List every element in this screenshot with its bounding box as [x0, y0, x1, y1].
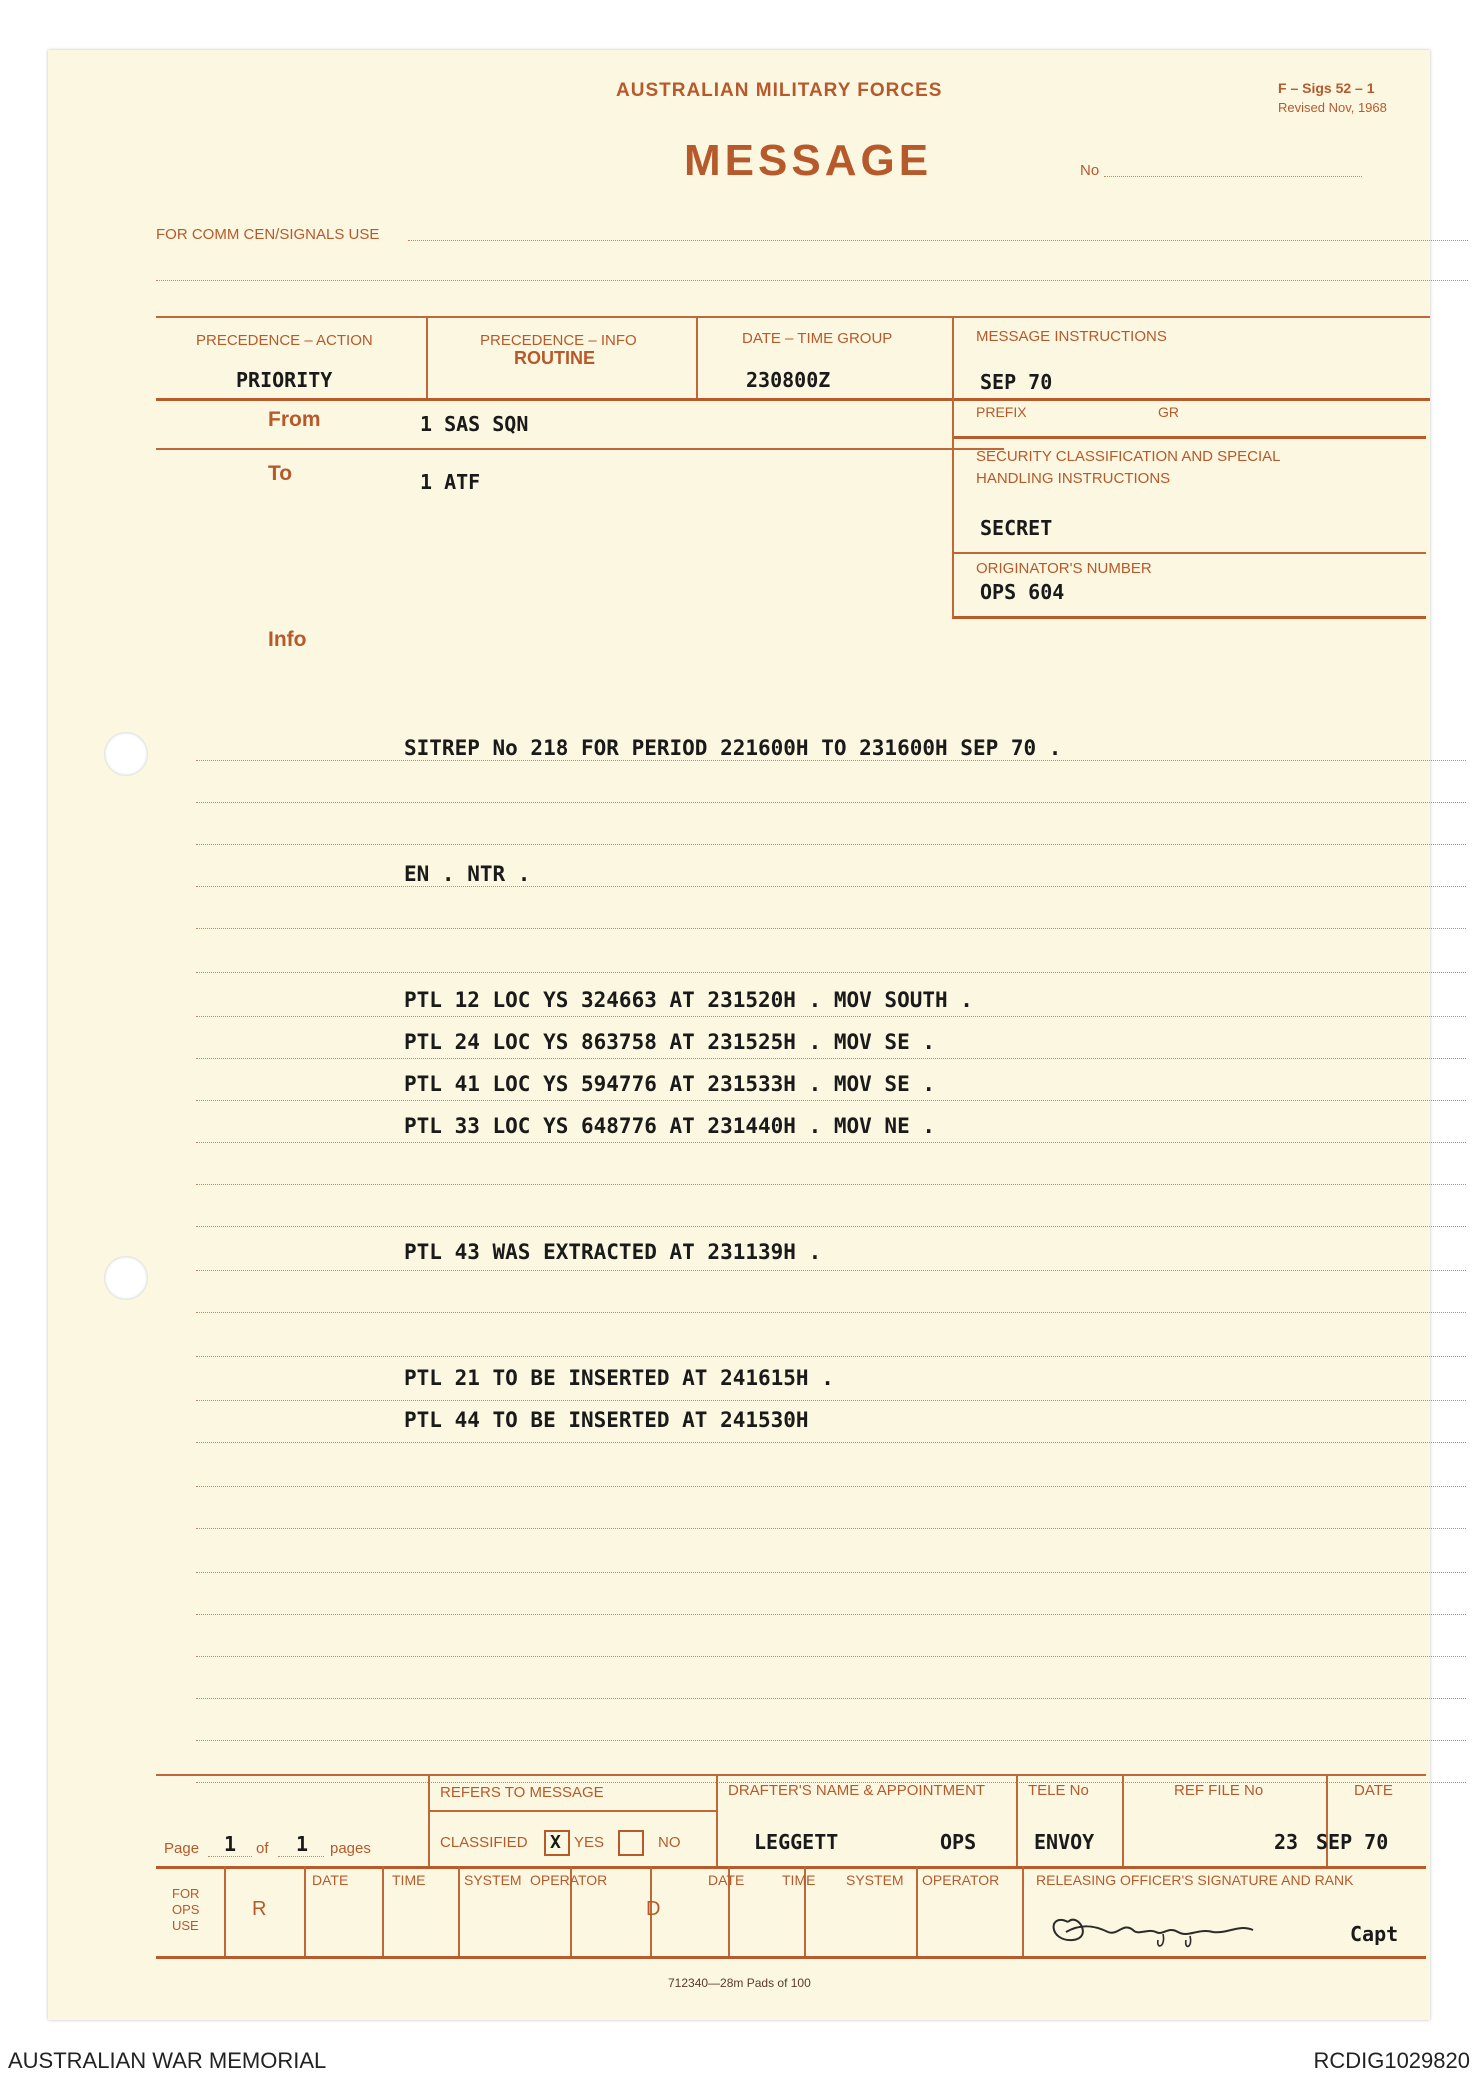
bottom-top-line [156, 1774, 1426, 1776]
no-label: NO [658, 1834, 681, 1851]
body-line-ptl43: PTL 43 WAS EXTRACTED AT 231139H . [404, 1240, 822, 1264]
message-instructions-label: MESSAGE INSTRUCTIONS [976, 328, 1167, 345]
page-total-line [278, 1856, 324, 1857]
from-row-line [156, 448, 1004, 450]
body-line-ptl33: PTL 33 LOC YS 648776 AT 231440H . MOV NE . [404, 1114, 936, 1138]
classified-yes-mark: X [550, 1832, 561, 1853]
body-line-ptl44: PTL 44 TO BE INSERTED AT 241530H [404, 1408, 809, 1432]
ops-col-2 [304, 1866, 306, 1956]
footer-right: RCDIG1029820 [1313, 2048, 1470, 2073]
bottom-col-3 [1016, 1774, 1018, 1866]
officer-rank: Capt [1350, 1922, 1399, 1946]
security-label-1: SECURITY CLASSIFICATION AND SPECIAL [976, 448, 1281, 465]
bottom-end-line [156, 1956, 1426, 1959]
body-line-ptl24: PTL 24 LOC YS 863758 AT 231525H . MOV SE . [404, 1030, 936, 1054]
originator-label: ORIGINATOR'S NUMBER [976, 560, 1152, 577]
grid-col-line-1 [426, 316, 428, 398]
comm-cen-line [408, 240, 1468, 241]
for-ops-use-3: USE [172, 1918, 199, 1933]
grid-col-line-2 [696, 316, 698, 398]
ref-file-label: REF FILE No [1174, 1782, 1264, 1799]
date-label: DATE [1354, 1782, 1393, 1799]
message-no-line [1104, 176, 1362, 177]
footer-left: AUSTRALIAN WAR MEMORIAL [8, 2048, 327, 2073]
refers-row-line [428, 1810, 718, 1812]
message-no-label: No [1080, 162, 1100, 179]
precedence-info-value: ROUTINE [514, 348, 595, 368]
officer-signature [1038, 1892, 1268, 1952]
tele-label: TELE No [1028, 1782, 1089, 1799]
pages-label: pages [330, 1840, 371, 1857]
print-info: 712340—28m Pads of 100 [668, 1976, 811, 1990]
col-operator-1: OPERATOR [530, 1872, 608, 1888]
col-system-1: SYSTEM [464, 1872, 522, 1888]
page-num-line [208, 1856, 252, 1857]
drafter-name: LEGGETT [754, 1830, 839, 1854]
security-label-2: HANDLING INSTRUCTIONS [976, 470, 1171, 487]
col-system-2: SYSTEM [846, 1872, 904, 1888]
page-label: Page [164, 1840, 200, 1857]
comm-cen-line-2 [156, 280, 1468, 281]
revised-date: Revised Nov, 1968 [1278, 100, 1387, 115]
date-value: SEP 70 [1316, 1830, 1389, 1854]
prefix-label: PREFIX [976, 404, 1027, 420]
originator-value: OPS 604 [980, 580, 1065, 604]
refers-label: REFERS TO MESSAGE [440, 1784, 604, 1801]
from-label: From [268, 408, 321, 431]
dtg-value: 230800Z [746, 368, 831, 392]
ops-col-9 [916, 1866, 918, 1956]
body-line-ptl21: PTL 21 TO BE INSERTED AT 241615H . [404, 1366, 834, 1390]
classified-no-checkbox[interactable] [618, 1830, 644, 1856]
d-label: D [646, 1898, 661, 1920]
drafter-appointment: OPS [940, 1830, 977, 1854]
bottom-col-2 [716, 1774, 718, 1866]
security-value: SECRET [980, 516, 1053, 540]
tele-value: ENVOY [1034, 1830, 1095, 1854]
to-value: 1 ATF [420, 470, 481, 494]
ops-col-4 [458, 1866, 460, 1956]
from-value: 1 SAS SQN [420, 412, 529, 436]
precedence-action-value: PRIORITY [236, 368, 333, 392]
comm-cen-label: FOR COMM CEN/SIGNALS USE [156, 226, 380, 243]
ref-file-value: 23 [1274, 1830, 1299, 1854]
message-heading: MESSAGE [684, 136, 933, 185]
punch-hole-top [104, 732, 148, 776]
body-line-sitrep: SITREP No 218 FOR PERIOD 221600H TO 231600H SEP 70 . [404, 736, 1062, 760]
grid-col-line-3 [952, 316, 954, 618]
page-number: 1 [224, 1832, 237, 1856]
grid-divider-line [156, 398, 1430, 401]
drafter-label: DRAFTER'S NAME & APPOINTMENT [728, 1782, 986, 1799]
body-line-ptl12: PTL 12 LOC YS 324663 AT 231520H . MOV SOUTH . [404, 988, 973, 1012]
col-operator-2: OPERATOR [922, 1872, 1000, 1888]
for-ops-use-2: OPS [172, 1902, 200, 1917]
prefix-row-line [952, 436, 1426, 439]
info-label: Info [268, 628, 307, 651]
bottom-col-1 [428, 1774, 430, 1866]
of-label: of [256, 1840, 269, 1857]
precedence-info-label: PRECEDENCE – INFO [480, 332, 637, 349]
releasing-label: RELEASING OFFICER'S SIGNATURE AND RANK [1036, 1872, 1354, 1888]
col-time-2: TIME [782, 1872, 816, 1888]
org-title: AUSTRALIAN MILITARY FORCES [616, 80, 943, 101]
col-time-1: TIME [392, 1872, 426, 1888]
ops-col-1 [224, 1866, 226, 1956]
grid-top-line [156, 316, 1430, 318]
precedence-action-label: PRECEDENCE – ACTION [196, 332, 373, 349]
yes-label: YES [574, 1834, 605, 1851]
classified-label: CLASSIFIED [440, 1834, 528, 1851]
to-label: To [268, 462, 293, 485]
ops-col-10 [1022, 1866, 1024, 1956]
body-line-ptl41: PTL 41 LOC YS 594776 AT 231533H . MOV SE . [404, 1072, 936, 1096]
form-code: F – Sigs 52 – 1 [1278, 80, 1375, 96]
for-ops-use-1: FOR [172, 1886, 200, 1901]
col-date-1: DATE [312, 1872, 349, 1888]
r-label: R [252, 1898, 267, 1920]
ops-col-3 [382, 1866, 384, 1956]
originator-row-line [952, 616, 1426, 619]
page-total: 1 [296, 1832, 309, 1856]
classified-yes-checkbox[interactable] [544, 1830, 570, 1856]
message-form-sheet [48, 50, 1430, 2020]
punch-hole-bottom [104, 1256, 148, 1300]
message-instructions-value: SEP 70 [980, 370, 1053, 394]
security-row-line [952, 552, 1426, 554]
col-date-2: DATE [708, 1872, 745, 1888]
gr-label: GR [1158, 404, 1179, 420]
bottom-col-4 [1122, 1774, 1124, 1866]
dtg-label: DATE – TIME GROUP [742, 330, 893, 347]
bottom-mid-line [156, 1866, 1426, 1869]
body-line-enemy: EN . NTR . [404, 862, 531, 886]
